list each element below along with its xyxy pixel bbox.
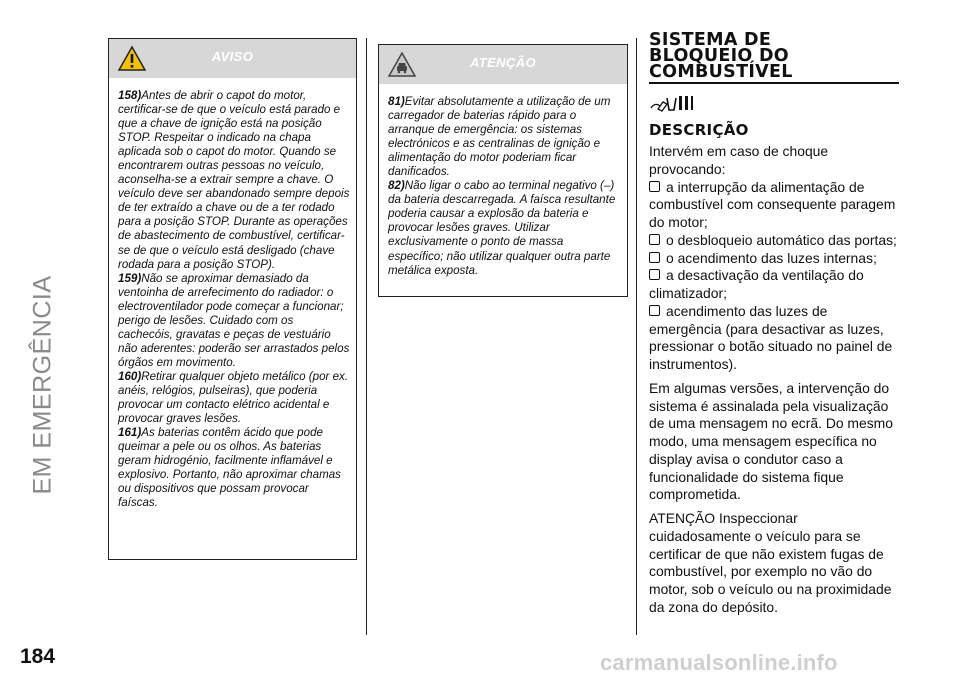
list-item-text: o desbloqueio automático das portas;: [666, 231, 897, 248]
aviso-item: [118, 89, 350, 272]
fuel-system-icon: [649, 92, 901, 114]
aviso-heading: AVISO: [211, 49, 254, 64]
atencao-body: [379, 84, 627, 284]
atencao-item-text: Evitar absolutamente a utilização de um carregador de baterias rápido para o arranque de emergência: os sistemas electrónicos e as centralinas de ignição e alimentação do motor poderiam ficar danificados.: [388, 95, 611, 179]
list-item: [649, 179, 901, 232]
aviso-item-text: Antes de abrir o capot do motor, certificar-se de que o veículo está parado e que a chave de ignição está na posição STOP. Respeitar o indicado na chapa aplicada sob o capot do motor. Quando se encontrarem outras pessoas no veículo, aconselha-se a extrair sempre a chave. O veículo deve ser abandonado sempre depois de ter extraído a chave ou de a ter rodado para a posição STOP. Durante as operações de abastecimento de combustível, certificar-se de que o veículo está desligado (chave rodada para a posição STOP).: [118, 89, 350, 271]
list-item-text: a interrupção da alimentação de combustível com consequente paragem do motor;: [649, 178, 896, 230]
checkbox-bullet-icon: [649, 252, 660, 263]
page-number: 184: [20, 645, 56, 668]
paragraph: Em algumas versões, a intervenção do sistema é assinalada pela visualização de uma mensagem no ecrã. Do mesmo modo, uma mensagem específica no display avisa o condutor caso a funcionalidade do sistema fique comprometida.: [649, 379, 893, 503]
aviso-item-number: 159): [118, 271, 142, 285]
intro-text: Intervém em caso de choque provocando:: [649, 143, 829, 177]
list-item: [649, 303, 901, 374]
aviso-item: [118, 272, 350, 370]
aviso-item-text: As baterias contêm ácido que pode queimar a pele ou os olhos. As baterias geram hidrogénio, facilmente inflamável e explosivo. Portanto, não aproximar chamas ou dispositivos que possam provocar faíscas.: [118, 426, 341, 510]
section-title-line: BLOQUEIO DO: [649, 46, 789, 66]
aviso-item-text: Retirar qualquer objeto metálico (por ex. anéis, relógios, pulseiras), que poderia provocar um contacto elétrico acidental e provocar graves lesões.: [118, 369, 349, 426]
list-item-text: o acendimento das luzes internas;: [666, 249, 877, 266]
paragraph: ATENÇÃO Inspeccionar cuidadosamente o veículo para se certificar de que não existem fugas de combustível, por exemplo no vão do motor, sob o veículo ou na proximidade da zona do depósito.: [649, 510, 892, 615]
column-divider-right: [636, 38, 637, 635]
atencao-heading: ATENÇÃO: [469, 55, 537, 70]
list-item: [649, 267, 901, 303]
fuel-cutoff-section: [649, 32, 901, 617]
aviso-header: [109, 39, 356, 78]
aviso-item-number: 161): [118, 426, 142, 440]
list-item: [649, 250, 901, 268]
checkbox-bullet-icon: [649, 305, 660, 316]
chapter-side-title-text: EM EMERGÊNCIA: [28, 275, 57, 495]
aviso-item-number: 160): [118, 369, 142, 383]
section-title-line: SISTEMA DE: [649, 30, 772, 50]
atencao-item-number: 82): [388, 179, 405, 193]
section-title-line: COMBUSTÍVEL: [649, 62, 793, 82]
column-divider-left: [366, 38, 367, 635]
fuel-system-icon-graphic: [649, 92, 697, 114]
chapter-side-title: [28, 265, 58, 505]
aviso-item-text: Não se aproximar demasiado da ventoinha de arrefecimento do radiador: o electroventilador pode começar a funcionar; perigo de lesões. Cuidado com os cachecóis, gravatas e peças de vestuário não aderentes: poderão ser arrastados pelos órgãos em movimento.: [118, 271, 350, 369]
aviso-item: [118, 426, 350, 510]
description-subheading: DESCRIÇÃO: [649, 121, 749, 139]
checkbox-bullet-icon: [649, 181, 660, 192]
atencao-item-text: Não ligar o cabo ao terminal negativo (–) da bateria descarregada. A faísca resultante poderia causar a explosão da bateria e provocar lesões graves. Utilizar exclusivamente o ponto de massa específico; não utilizar qualquer outra parte metálica exposta.: [388, 179, 616, 277]
description-body: [649, 143, 901, 617]
atencao-item-number: 81): [388, 95, 405, 108]
checkbox-bullet-icon: [649, 269, 660, 280]
atencao-item: [388, 95, 621, 179]
checkbox-bullet-icon: [649, 234, 660, 245]
aviso-body: [109, 78, 356, 516]
watermark-footer: carmanualsonline.info: [600, 650, 838, 675]
aviso-box: [108, 38, 357, 560]
title-underline: [649, 82, 899, 84]
list-item-text: a desactivação da ventilação do climatizador;: [649, 267, 864, 301]
atencao-box: [378, 44, 628, 297]
list-item-text: acendimento das luzes de emergência (para desactivar as luzes, pressionar o botão situado no painel de instrumentos).: [649, 302, 893, 372]
list-item: [649, 232, 901, 250]
aviso-item: [118, 370, 350, 426]
section-title: [649, 32, 901, 80]
atencao-item: [388, 179, 621, 277]
atencao-header: [379, 45, 627, 84]
aviso-item-number: 158): [118, 89, 142, 102]
